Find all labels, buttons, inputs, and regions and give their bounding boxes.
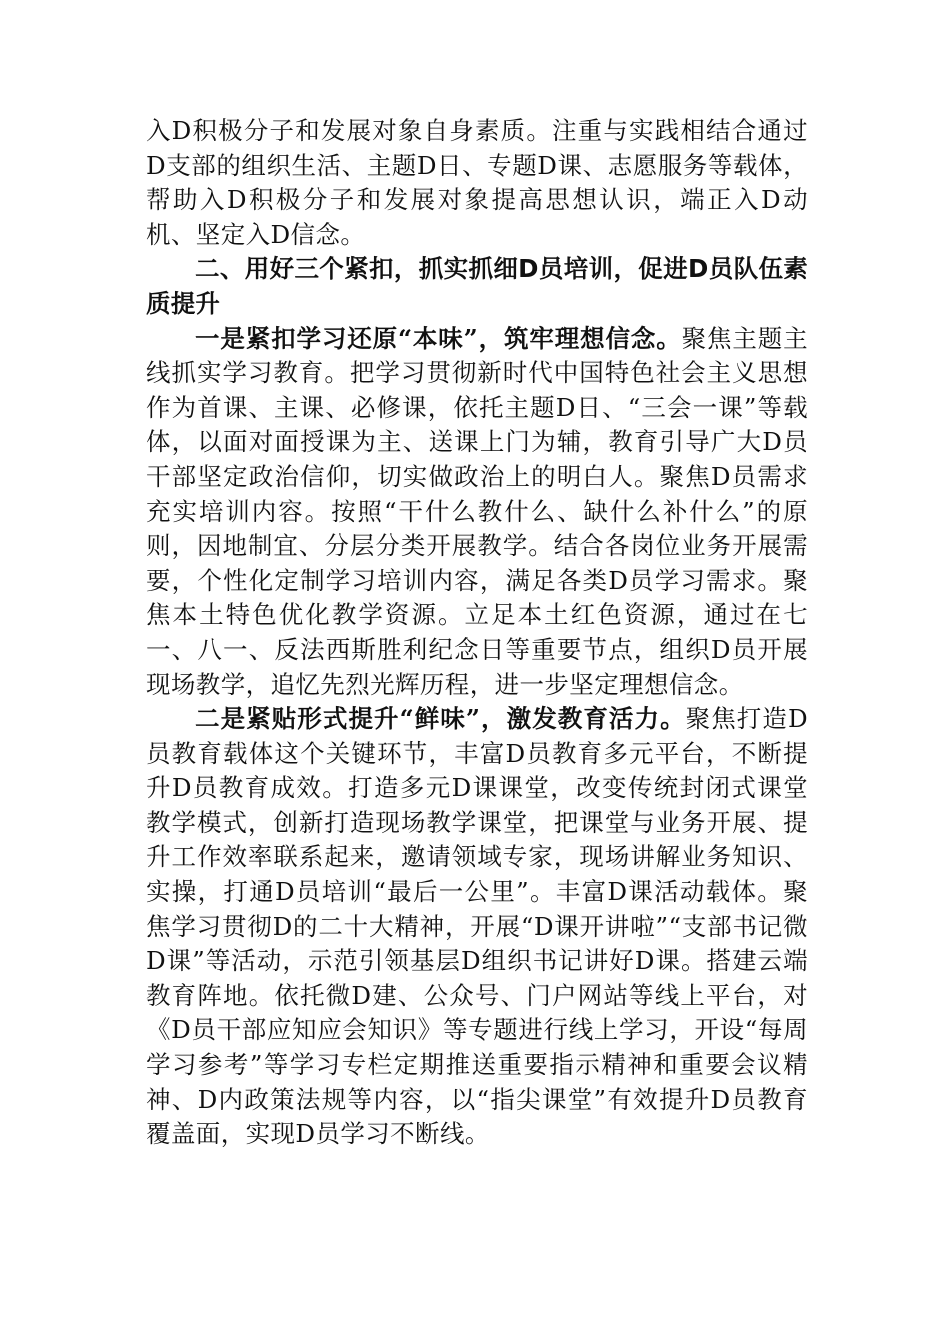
paragraph-education-form	[146, 702, 808, 1152]
paragraph-theory-study	[146, 322, 808, 703]
intro-paragraph: 入D积极分子和发展对象自身素质。注重与实践相结合通过D支部的组织生活、主题D日、专题D课、志愿服务等载体，帮助入D积极分子和发展对象提高思想认识，端正入D动机、坚定入D信念。	[146, 116, 808, 249]
paragraph-body: 聚焦打造D员教育载体这个关键环节，丰富D员教育多元平台，不断提升D员教育成效。打造多元D课课堂，改变传统封闭式课堂教学模式，创新打造现场教学课堂，把课堂与业务开展、提升工作效率联系起来，邀请领域专家，现场讲解业务知识、实操，打通D员培训“最后一公里”。丰富D课活动载体。聚焦学习贯彻D的二十大精神，开展“D课开讲啦”“支部书记微D课”等活动，示范引领基层D组织书记讲好D课。搭建云端教育阵地。依托微D建、公众号、门户网站等线上平台，对《D员干部应知应会知识》等专题进行线上学习，开设“每周学习参考”等学习专栏定期推送重要指示精神和重要会议精神、D内政策法规等内容，以“指尖课堂”有效提升D员教育覆盖面，实现D员学习不断线。	[146, 704, 808, 1149]
document-page	[146, 114, 808, 1152]
paragraph-lead: 二是紧贴形式提升“鲜味”，激发教育活力。	[195, 704, 686, 734]
paragraph-lead: 一是紧扣学习还原“本味”，筑牢理想信念。	[195, 323, 682, 353]
paragraph-body: 聚焦主题主线抓实学习教育。把学习贯彻新时代中国特色社会主义思想作为首课、主课、必修课，依托主题D日、“三会一课”等载体，以面对面授课为主、送课上门为辅，教育引导广大D员干部坚定政治信仰，切实做政治上的明白人。聚焦D员需求充实培训内容。按照“干什么教什么、缺什么补什么”的原则，因地制宜、分层分类开展教学。结合各岗位业务开展需要，个性化定制学习培训内容，满足各类D员学习需求。聚焦本土特色优化教学资源。立足本土红色资源，通过在七一、八一、反法西斯胜利纪念日等重要节点，组织D员开展现场教学，追忆先烈光辉历程，进一步坚定理想信念。	[146, 323, 809, 699]
section-heading: 二、用好三个紧扣，抓实抓细D员培训，促进D员队伍素质提升	[146, 254, 808, 318]
